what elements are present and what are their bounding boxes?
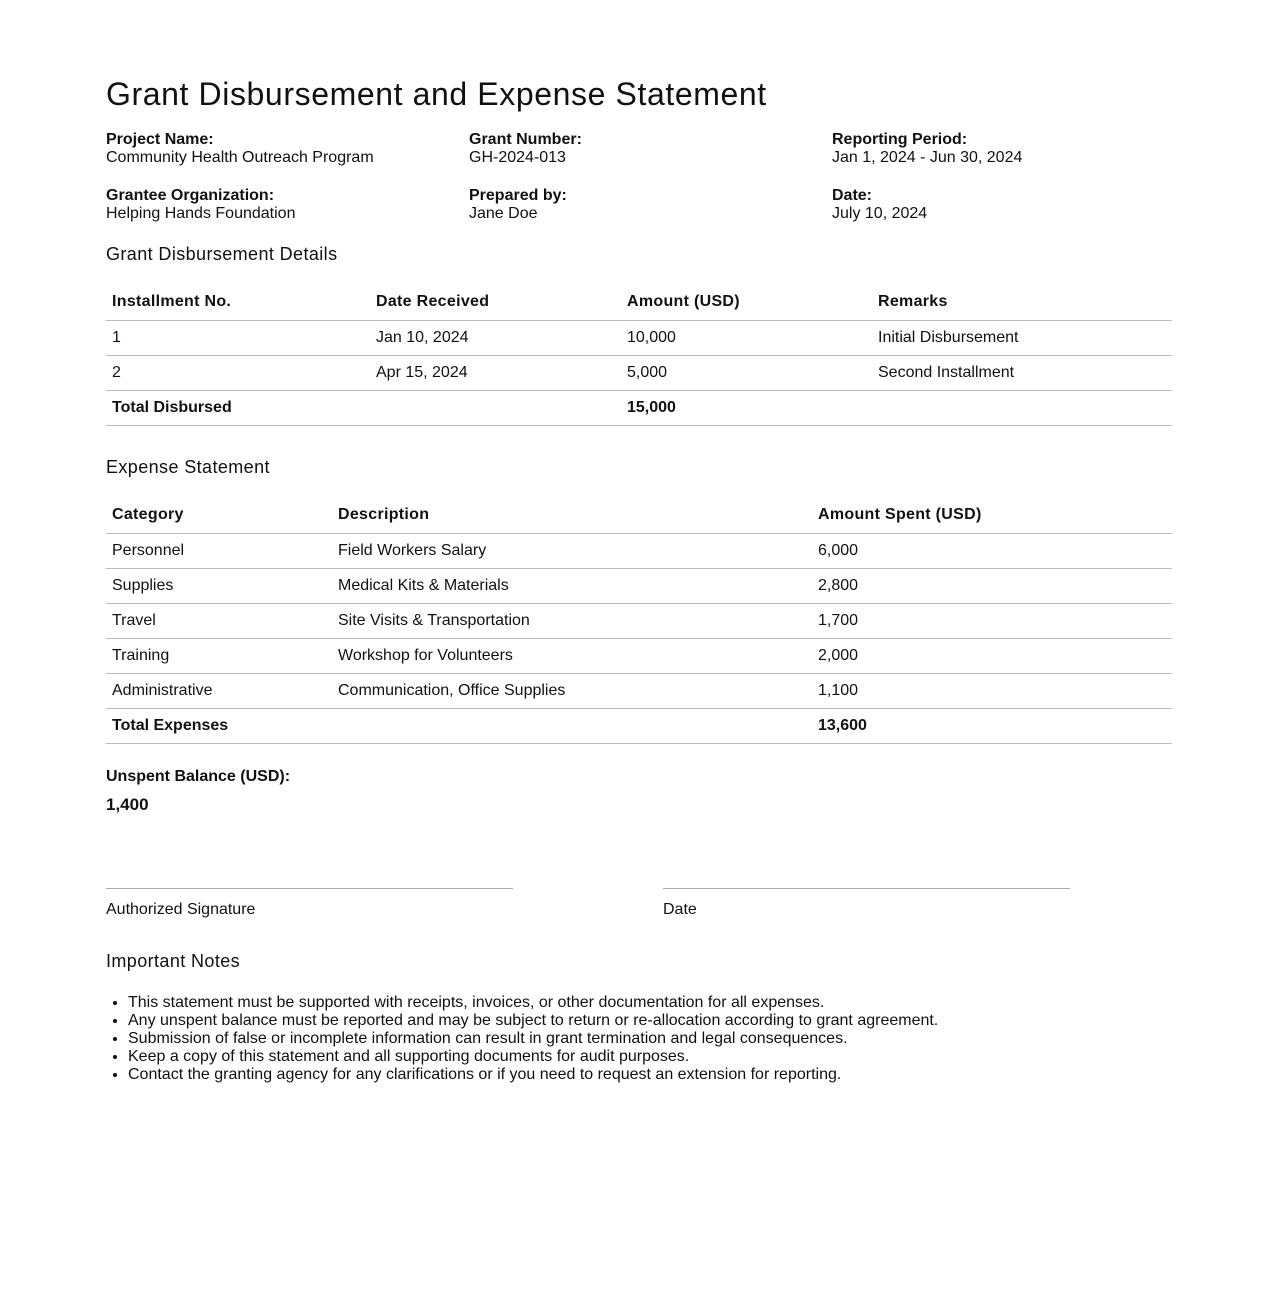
table-cell: Second Installment [872, 356, 1172, 391]
column-header: Amount (USD) [621, 284, 872, 321]
unspent-balance-value: 1,400 [106, 795, 149, 814]
expense-heading: Expense Statement [106, 457, 270, 477]
date-signature-label: Date [663, 901, 697, 918]
disbursement-heading: Grant Disbursement Details [106, 244, 338, 264]
table-cell: Apr 15, 2024 [370, 356, 621, 391]
meta-reporting-period [832, 131, 1172, 187]
total-value: 15,000 [621, 391, 872, 426]
meta-value: July 10, 2024 [832, 205, 928, 222]
meta-prepared-by [469, 187, 832, 243]
notes-heading: Important Notes [106, 951, 241, 971]
meta-grantee-organization [106, 187, 469, 243]
total-label: Total Disbursed [106, 391, 370, 426]
table-cell: 2,800 [812, 569, 1172, 604]
total-row [106, 391, 1172, 426]
meta-label: Grantee Organization: [106, 187, 275, 204]
table-cell: 1 [106, 321, 370, 356]
table-cell [370, 391, 621, 426]
meta-value: Jan 1, 2024 - Jun 30, 2024 [832, 149, 1023, 166]
table-cell: Jan 10, 2024 [370, 321, 621, 356]
table-cell: 1,100 [812, 674, 1172, 709]
table-cell: Training [106, 639, 332, 674]
column-header: Remarks [872, 284, 1172, 321]
table-cell: 5,000 [621, 356, 872, 391]
meta-value: Helping Hands Foundation [106, 205, 296, 222]
table-cell: 2,000 [812, 639, 1172, 674]
table-cell: Travel [106, 604, 332, 639]
list-item: • Any unspent balance must be reported and may be subject to return or re-allocation according to grant agreement. [128, 1012, 1172, 1030]
list-item: • Contact the granting agency for any clarifications or if you need to request an extension for reporting. [128, 1066, 1172, 1084]
meta-label: Reporting Period: [832, 131, 968, 148]
signature-area [106, 888, 1070, 928]
meta-project-name [106, 131, 469, 187]
table-cell [332, 709, 812, 744]
table-cell: Administrative [106, 674, 332, 709]
meta-label: Date: [832, 187, 873, 204]
table-cell: Supplies [106, 569, 332, 604]
column-header: Installment No. [106, 284, 370, 321]
list-item: • Keep a copy of this statement and all supporting documents for audit purposes. [128, 1048, 1172, 1066]
total-label: Total Expenses [106, 709, 332, 744]
list-item: • Submission of false or incomplete information can result in grant termination and legal consequences. [128, 1030, 1172, 1048]
table-row [106, 674, 1172, 709]
meta-label: Project Name: [106, 131, 214, 148]
column-header: Category [106, 497, 332, 534]
important-notes [106, 950, 1172, 1084]
table-cell: Personnel [106, 534, 332, 569]
table-header-row [106, 284, 1172, 321]
authorized-signature-line [106, 888, 513, 919]
meta-grant-number [469, 131, 832, 187]
total-row [106, 709, 1172, 744]
table-row [106, 356, 1172, 391]
table-cell: 10,000 [621, 321, 872, 356]
table-row [106, 639, 1172, 674]
meta-label: Grant Number: [469, 131, 582, 148]
meta-value: GH-2024-013 [469, 149, 566, 166]
column-header: Amount Spent (USD) [812, 497, 1172, 534]
table-cell: Site Visits & Transportation [332, 604, 812, 639]
table-header-row [106, 497, 1172, 534]
table-cell: Field Workers Salary [332, 534, 812, 569]
meta-label: Prepared by: [469, 187, 567, 204]
unspent-balance [106, 768, 1172, 815]
column-header: Description [332, 497, 812, 534]
page-title: Grant Disbursement and Expense Statement [106, 76, 767, 112]
table-cell: Initial Disbursement [872, 321, 1172, 356]
meta-value: Jane Doe [469, 205, 538, 222]
table-row [106, 534, 1172, 569]
table-cell: 2 [106, 356, 370, 391]
list-item: • This statement must be supported with receipts, invoices, or other documentation for all expenses. [128, 994, 1172, 1012]
notes-list [106, 994, 1172, 1084]
table-row [106, 321, 1172, 356]
table-cell: Communication, Office Supplies [332, 674, 812, 709]
table-row [106, 604, 1172, 639]
unspent-balance-label: Unspent Balance (USD): [106, 768, 291, 785]
meta-grid [106, 131, 1172, 243]
table-cell: Workshop for Volunteers [332, 639, 812, 674]
meta-date [832, 187, 1172, 243]
date-signature-line [663, 888, 1070, 919]
table-cell: 6,000 [812, 534, 1172, 569]
total-value: 13,600 [812, 709, 1172, 744]
meta-value: Community Health Outreach Program [106, 149, 374, 166]
table-cell [872, 391, 1172, 426]
column-header: Date Received [370, 284, 621, 321]
expense-table [106, 497, 1172, 744]
table-row [106, 569, 1172, 604]
authorized-signature-label: Authorized Signature [106, 901, 256, 918]
disbursement-table [106, 284, 1172, 426]
table-cell: Medical Kits & Materials [332, 569, 812, 604]
table-cell: 1,700 [812, 604, 1172, 639]
